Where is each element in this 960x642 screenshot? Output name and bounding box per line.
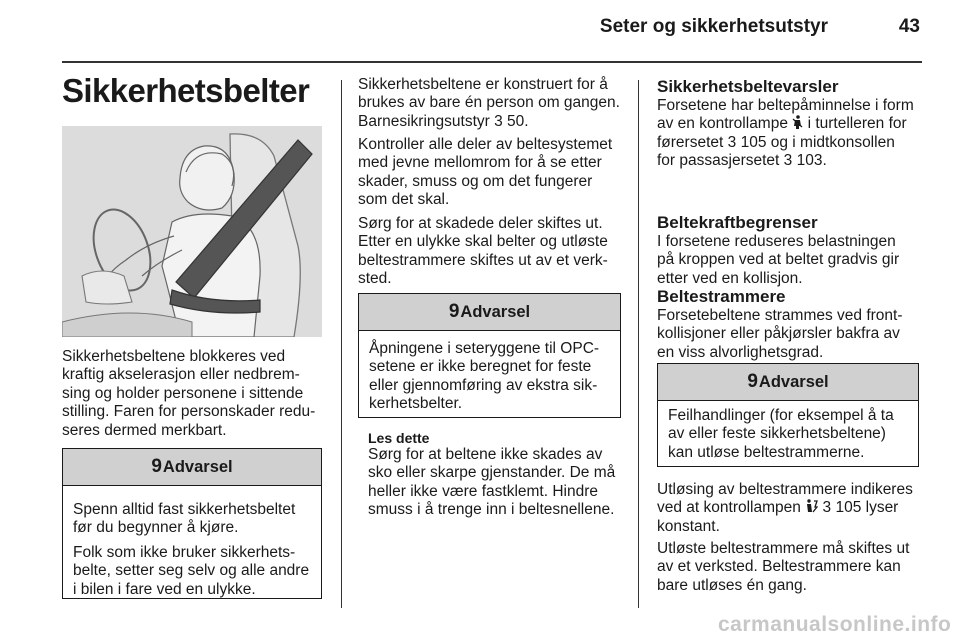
intro-paragraph: Sikkerhetsbeltene blokkeres ved kraftig akselerasjon eller nedbrem- sing og holder personene i sittende stilling. Faren for personskader redu- seres dermed merkbart. bbox=[62, 348, 316, 439]
heading-force-limiter: Beltekraftbegrenser bbox=[657, 213, 818, 232]
warning-text: Åpningene i seteryggene til OPC- setene er ikke beregnet for feste eller gjennomføring av ekstra sik- kerhetsbelter. bbox=[369, 340, 600, 413]
warning-header bbox=[63, 449, 321, 486]
column-divider-2 bbox=[638, 80, 639, 608]
warning-box-3 bbox=[657, 363, 919, 467]
seatbelt-illustration bbox=[62, 126, 322, 337]
note-title: Les dette bbox=[368, 430, 430, 446]
warning-header bbox=[658, 364, 918, 401]
warning-text-1: Spenn alltid fast sikkerhetsbeltet før du begynner å kjøre. bbox=[73, 501, 296, 537]
driver-seatbelt-icon bbox=[62, 126, 322, 337]
paragraph-replacement: Sørg for at skadede deler skiftes ut. Etter en ulykke skal belter og utløste beltestrammere skiftes ut av et verk- sted. bbox=[358, 215, 608, 288]
reference-arrow-icon: 3 bbox=[494, 112, 503, 130]
warning-triangle-icon: 9 bbox=[151, 456, 162, 477]
paragraph-pretensioners: Forsetebeltene strammes ved front- kollisjoner eller påkjørsler bakfra av en viss alvorlighetsgrad. bbox=[657, 307, 903, 361]
page-ref-105: 105 og i midtkonsollen for passasjersetet bbox=[657, 133, 895, 170]
heading-belt-reminder: Sikkerhetsbeltevarsler bbox=[657, 77, 839, 96]
page-ref-50: 50. bbox=[507, 112, 529, 130]
column-divider-1 bbox=[341, 80, 342, 608]
reference-arrow-icon: 3 bbox=[727, 133, 737, 151]
pretensioner-lamp-icon bbox=[805, 499, 818, 513]
warning-text-2: Folk som ikke bruker sikkerhets- belte, setter seg selv og alle andre i bilen i fare ved en ulykke. bbox=[73, 543, 310, 598]
warning-box-1 bbox=[62, 448, 322, 599]
heading-pretensioners: Beltestrammere bbox=[657, 287, 786, 306]
paragraph-usage-text: Sikkerhetsbeltene er konstruert for å brukes av bare én person om gangen. Barnesikringsutstyr bbox=[358, 76, 620, 130]
trigger-text-b: 105 lyser konstant. bbox=[657, 499, 899, 535]
section-heading: Sikkerhetsbelter bbox=[62, 72, 310, 109]
paragraph-belt-reminder bbox=[657, 97, 927, 171]
warning-title: Advarsel bbox=[758, 372, 829, 391]
page-ref-103: 103. bbox=[796, 152, 827, 170]
seatbelt-warning-lamp-icon bbox=[792, 115, 803, 129]
reference-arrow-icon: 3 bbox=[783, 152, 793, 170]
paragraph-inspection: Kontroller alle deler av beltesystemet med jevne mellomrom for å se etter skader, smuss og om det fungerer som det skal. bbox=[358, 136, 613, 209]
reminder-text-b: i turtelleren for førersetet bbox=[657, 115, 907, 151]
reference-arrow-icon: 3 bbox=[822, 499, 832, 517]
paragraph-usage bbox=[358, 76, 630, 131]
note-text: Sørg for at beltene ikke skades av sko eller skarpe gjenstander. De må heller ikke være fastklemt. Hindre smuss i å trenge inn i beltesnellene. bbox=[368, 446, 616, 519]
paragraph-trigger-indicator bbox=[657, 481, 932, 536]
trigger-text-a: Utløsing av beltestrammere indikeres ved at kontrollampen bbox=[657, 481, 913, 517]
watermark: carmanualsonline.info bbox=[718, 613, 952, 636]
warning-triangle-icon: 9 bbox=[747, 371, 758, 392]
warning-text: Feilhandlinger (for eksempel å ta av eller feste sikkerhetsbeltene) kan utløse beltestrammerne. bbox=[668, 407, 894, 461]
warning-title: Advarsel bbox=[162, 457, 233, 476]
paragraph-force-limiter: I forsetene reduseres belastningen på kroppen ved at beltet gradvis gir etter ved en kollisjon. bbox=[657, 233, 900, 287]
running-header-title: Seter og sikkerhetsutstyr bbox=[599, 16, 828, 37]
page-number: 43 bbox=[898, 16, 920, 37]
header-rule bbox=[62, 61, 922, 63]
paragraph-pretensioner-replacement: Utløste beltestrammere må skiftes ut av et verksted. Beltestrammere kan bare utløses én gang. bbox=[657, 540, 910, 594]
warning-title: Advarsel bbox=[460, 302, 531, 321]
reminder-text-a: Forsetene har beltepåminnelse i form av en kontrollampe bbox=[657, 97, 914, 133]
warning-header bbox=[359, 294, 620, 331]
warning-triangle-icon: 9 bbox=[448, 301, 460, 322]
warning-box-2 bbox=[358, 293, 621, 418]
